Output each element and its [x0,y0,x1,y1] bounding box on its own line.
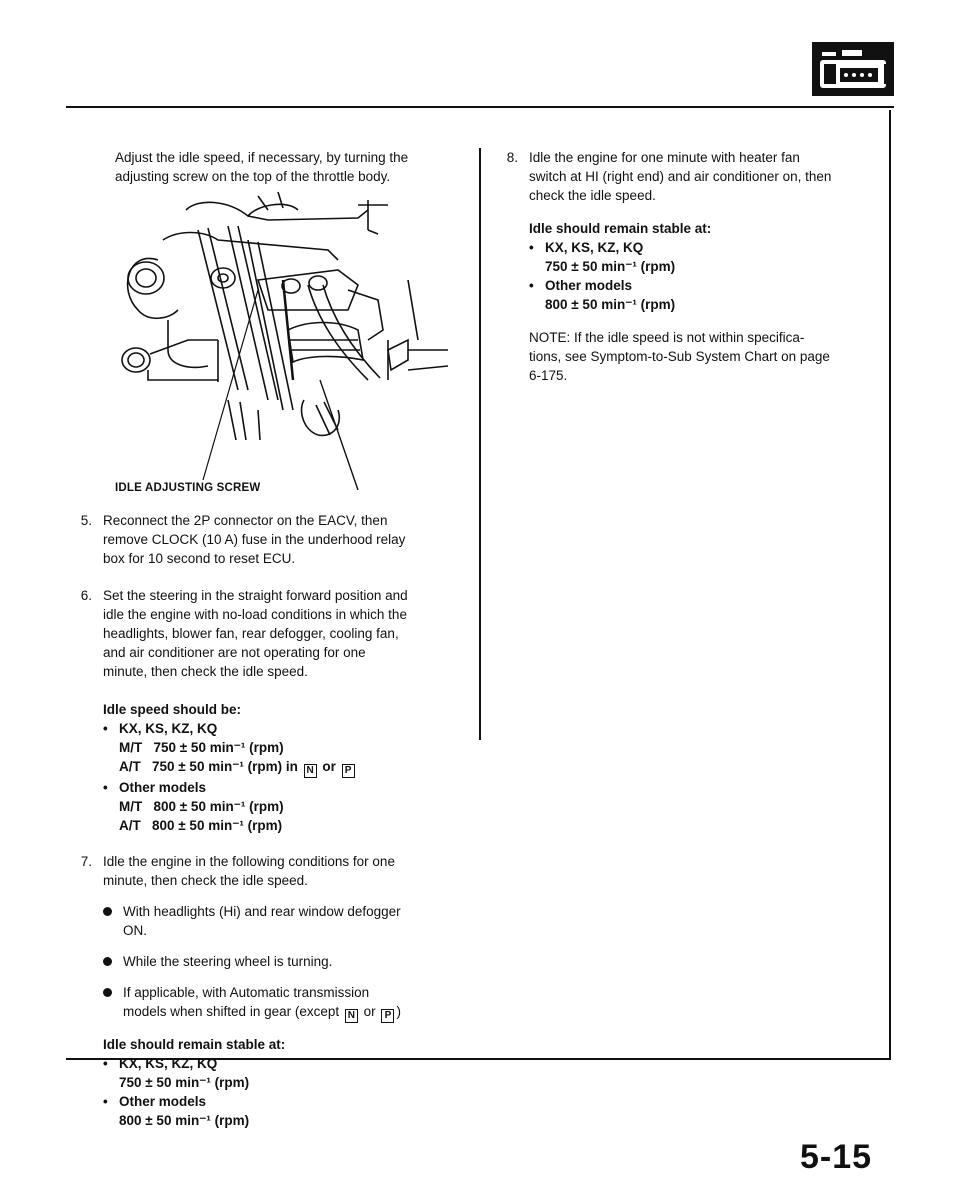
spec-value: 800 ± 50 min⁻¹ (rpm) [545,297,676,312]
gear-p-key: P [342,764,355,778]
step-6-line: headlights, blower fan, rear defogger, cooling fan, [103,626,399,641]
step-6-line: Set the steering in the straight forward position and [103,588,408,603]
step-5-line: Reconnect the 2P connector on the EACV, then [103,513,388,528]
spec-value: 800 ± 50 min⁻¹ (rpm) [119,1113,250,1128]
spec-heading: Idle should remain stable at: [103,1037,286,1052]
figure-label: IDLE ADJUSTING SCREW [115,482,261,494]
spec-group: Other models [545,278,633,293]
spec-value: M/T 750 ± 50 min⁻¹ (rpm) [119,740,284,755]
step-8-line: switch at HI (right end) and air conditioner on, then [529,169,832,184]
throttle-body-illustration [108,190,458,490]
step-6-line: idle the engine with no-load conditions in which the [103,607,407,622]
step-7-line: Idle the engine in the following conditions for one [103,854,395,869]
step-8-line: Idle the engine for one minute with heater fan [529,150,800,165]
step-7-line: minute, then check the idle speed. [103,873,308,888]
spec-group: KX, KS, KZ, KQ [545,240,644,255]
step-number: 5. [80,513,92,528]
column-divider [479,148,481,740]
page-number: 5-15 [800,1138,873,1176]
gear-n-key: N [304,764,317,778]
spec-heading: Idle speed should be: [103,702,242,717]
spec-group: KX, KS, KZ, KQ [119,721,218,736]
step-5-line: box for 10 second to reset ECU. [103,551,296,566]
header-rule [66,106,894,108]
spec-value: A/T 800 ± 50 min⁻¹ (rpm) [119,818,283,833]
step-6-line: and air conditioner are not operating for one [103,645,366,660]
step-6-line: minute, then check the idle speed. [103,664,308,679]
spec-heading: Idle should remain stable at: [529,221,712,236]
engine-fuel-system-icon [812,42,894,96]
spec-value: 750 ± 50 min⁻¹ (rpm) [119,1075,250,1090]
intro-text: Adjust the idle speed, if necessary, by turning the adjusting screw on the top of the throttle body. [115,150,409,184]
step-5-line: remove CLOCK (10 A) fuse in the underhood relay [103,532,406,547]
page-right-border [889,110,891,1058]
note-text: NOTE: If the idle speed is not within specifica- tions, see Symptom-to-Sub System Chart on page 6-175. [529,330,830,383]
step-number: 7. [80,854,92,869]
spec-group: KX, KS, KZ, KQ [119,1056,218,1071]
step-8-line: check the idle speed. [529,188,656,203]
condition-item: With headlights (Hi) and rear window defogger ON. [103,902,401,940]
condition-item: While the steering wheel is turning. [103,952,401,971]
spec-value: M/T 800 ± 50 min⁻¹ (rpm) [119,799,284,814]
spec-value-at: A/T 750 ± 50 min⁻¹ (rpm) in N or P [103,757,408,778]
spec-group: Other models [119,1094,207,1109]
gear-p-key: P [381,1009,394,1023]
step-number: 6. [80,588,92,603]
condition-item: If applicable, with Automatic transmission models when shifted in gear (except N or P ) [103,983,401,1023]
step-number: 8. [506,150,518,165]
spec-group: Other models [119,780,207,795]
gear-n-key: N [345,1009,358,1023]
spec-value: 750 ± 50 min⁻¹ (rpm) [545,259,676,274]
